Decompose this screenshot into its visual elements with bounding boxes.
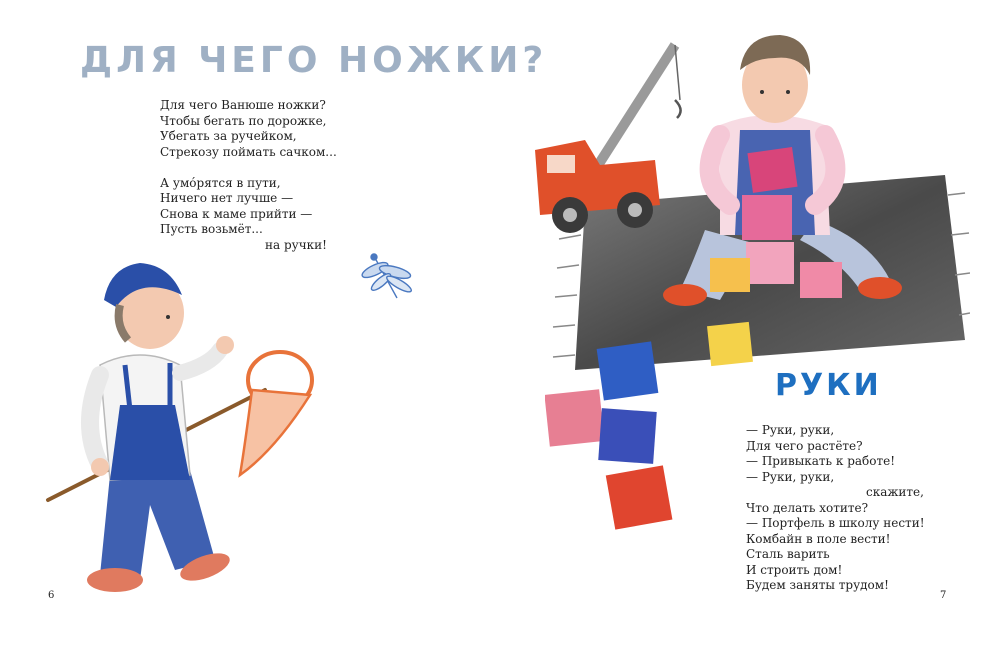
poem-stanza-gap xyxy=(160,160,337,176)
right-page-title: РУКИ xyxy=(775,368,882,403)
poem-line: Снова к маме прийти — xyxy=(160,206,313,221)
right-poem xyxy=(746,423,925,594)
poem-line: Стрекозу поймать сачком... xyxy=(160,144,337,159)
poem-line: Чтобы бегать по дорожке, xyxy=(160,113,327,128)
poem-line: — Портфель в школу нести! xyxy=(746,516,925,530)
poem-line: — Руки, руки, xyxy=(746,423,835,437)
poem-line: Убегать за ручейком, xyxy=(160,129,297,143)
poem-line: — Руки, руки, xyxy=(746,469,835,484)
poem-line: — Привыкать к работе! xyxy=(746,454,896,468)
left-poem xyxy=(160,98,337,253)
stacked-blocks-illustration xyxy=(545,340,715,540)
poem-line: А умóрятся в пути, xyxy=(160,175,281,190)
poem-line: Сталь варить xyxy=(746,547,830,561)
boy-with-net-illustration xyxy=(40,255,330,605)
poem-line: Что делать хотите? xyxy=(746,500,869,515)
poem-line: Пусть возьмёт... xyxy=(160,222,263,236)
poem-line: Для чего растёте? xyxy=(746,438,863,453)
poem-line: скажите, xyxy=(866,485,924,499)
boy-with-blocks-illustration xyxy=(650,30,930,330)
page-number: 6 xyxy=(48,590,55,601)
page-number: 7 xyxy=(940,590,947,601)
poem-line: Будем заняты трудом! xyxy=(746,578,889,592)
poem-line: И строить дом! xyxy=(746,562,843,577)
poem-line: Комбайн в поле вести! xyxy=(746,531,891,546)
right-page xyxy=(500,0,1000,650)
poem-line: Для чего Ванюше ножки? xyxy=(160,98,326,112)
poem-line: Ничего нет лучше — xyxy=(160,191,294,205)
poem-line: на ручки! xyxy=(265,237,327,252)
dragonfly-illustration xyxy=(355,250,425,310)
left-page-title: ДЛЯ ЧЕГО НОЖКИ? xyxy=(80,40,548,81)
